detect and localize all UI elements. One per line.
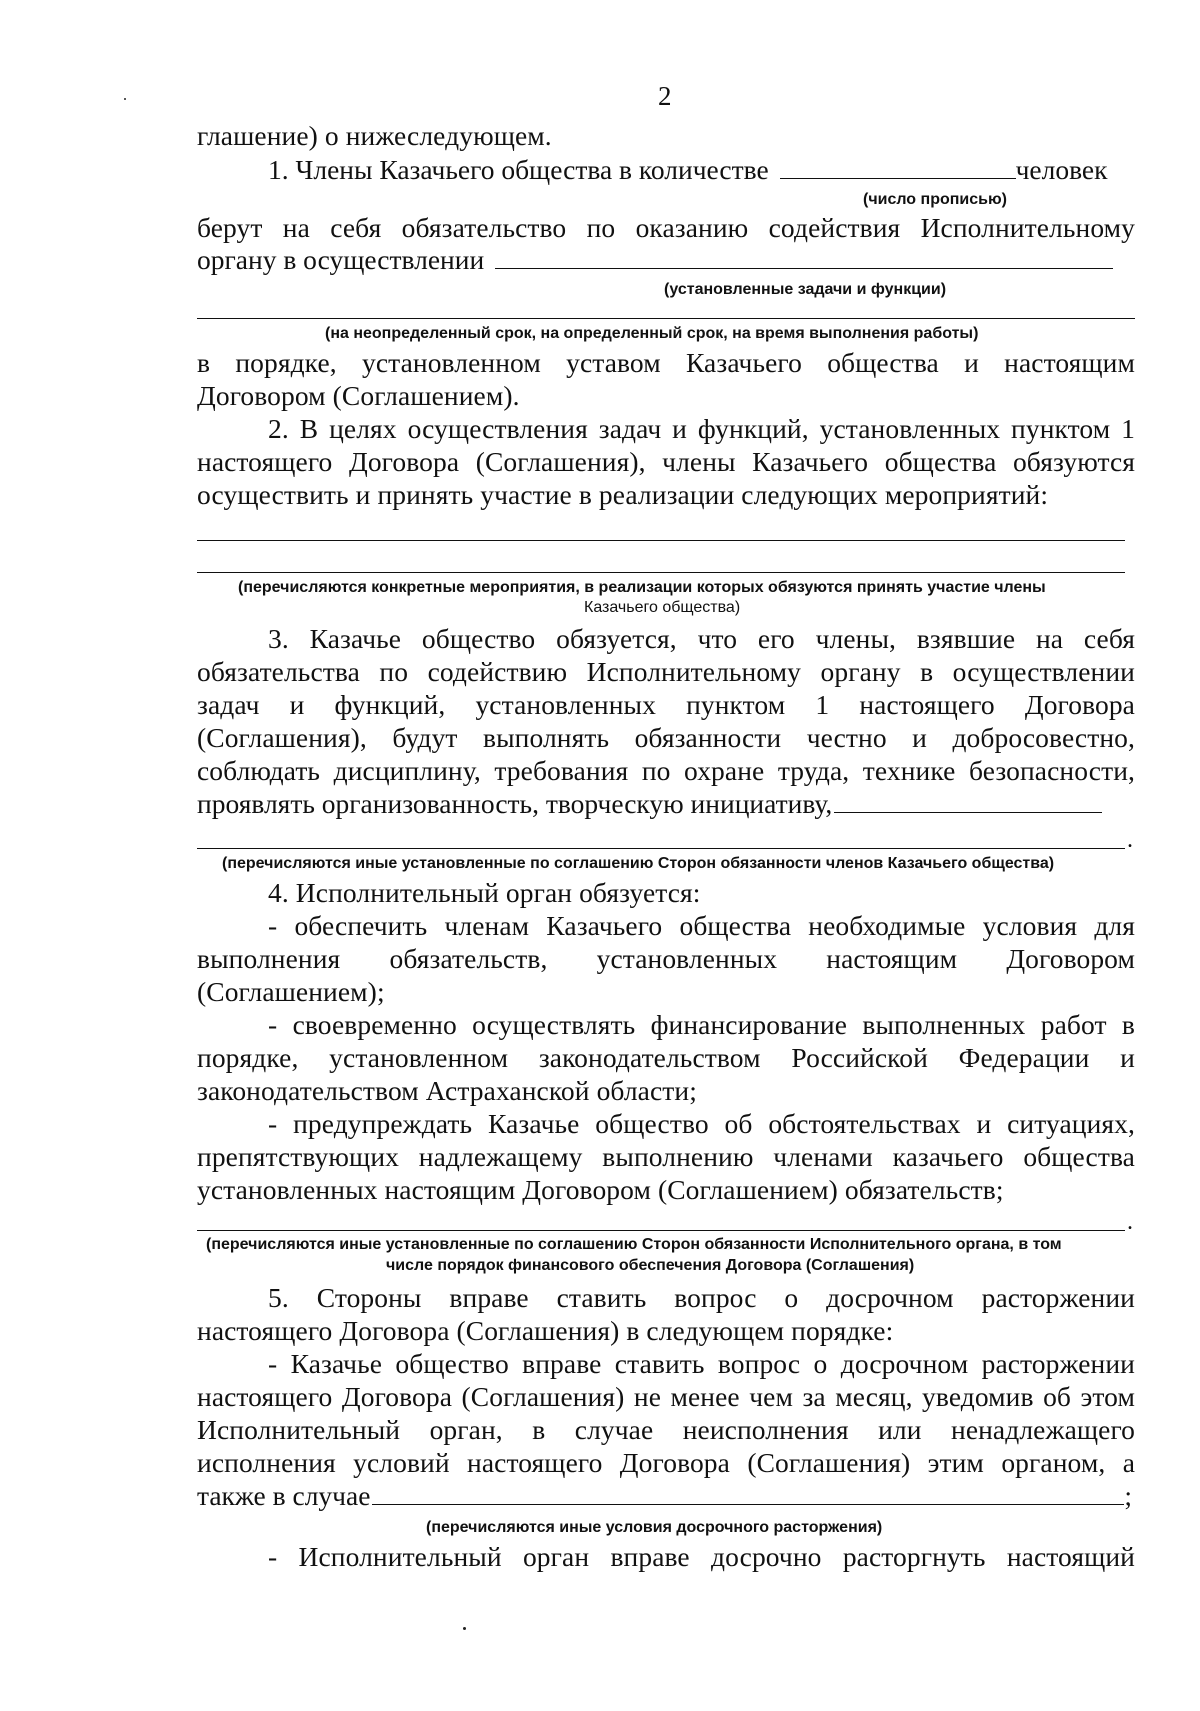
caption-organ-duties: (перечисляются иные установленные по соглашению Сторон обязанности Исполнительного органа, в том (206, 1236, 1062, 1253)
text-line: установленных настоящим Договором (Соглашением) обязательств; (197, 1174, 1004, 1205)
duties-blank-line (197, 848, 1125, 849)
text-line: Договором (Соглашением). (197, 380, 520, 411)
text-line: препятствующих надлежащему выполнению членами казачьего общества (197, 1141, 1135, 1172)
scan-speck (463, 1627, 466, 1630)
organ-duties-blank-line (197, 1230, 1125, 1231)
caption-count-in-words: (число прописью) (863, 191, 1007, 208)
text-line: исполнения условий настоящего Договора (Соглашения) этим органом, а (197, 1447, 1135, 1478)
unit-text: человек (1015, 154, 1108, 185)
clause-3-text: проявлять организованность, творческую инициативу, (197, 788, 833, 819)
text-line: (Соглашением); (197, 976, 385, 1007)
text-line: 3. Казачье общество обязуется, что его члены, взявшие на себя (268, 623, 1135, 654)
text-line: соблюдать дисциплину, требования по охране труда, технике безопасности, (197, 755, 1135, 786)
caption-activities: Казачьего общества) (584, 599, 741, 616)
text-line: 2. В целях осуществления задач и функций, установленных пунктом 1 (268, 413, 1135, 444)
text-line: - Исполнительный орган вправе досрочно расторгнуть настоящий (268, 1541, 1135, 1572)
semicolon-mark: ; (1124, 1480, 1133, 1511)
clause-1-text: органу в осуществлении (197, 244, 485, 275)
text-line: 5. Стороны вправе ставить вопрос о досрочном расторжении (268, 1282, 1135, 1313)
activities-blank-line (197, 540, 1125, 541)
caption-termination: (перечисляются иные условия досрочного расторжения) (426, 1519, 883, 1536)
text-line: настоящего Договора (Соглашения) не менее чем за месяц, уведомив об этом (197, 1381, 1135, 1412)
caption-organ-duties: числе порядок финансового обеспечения Договора (Соглашения) (386, 1257, 915, 1274)
caption-member-duties: (перечисляются иные установленные по соглашению Сторон обязанности членов Казачьего общества) (222, 855, 1055, 872)
text-line (197, 1480, 1132, 1512)
text-line: берут на себя обязательство по оказанию содействия Исполнительному (197, 212, 1135, 243)
scan-speck (124, 98, 126, 100)
caption-term: (на неопределенный срок, на определенный срок, на время выполнения работы) (325, 325, 979, 342)
text-line: - обеспечить членам Казачьего общества необходимые условия для (268, 910, 1135, 941)
tasks-blank (495, 244, 1113, 269)
text-line: выполнения обязательств, установленных настоящим Договором (197, 943, 1135, 974)
text-line (197, 788, 1102, 820)
text-line: (Соглашения), будут выполнять обязанности честно и добросовестно, (197, 722, 1135, 753)
text-line: законодательством Астраханской области; (197, 1075, 697, 1106)
term-blank-line (197, 318, 1135, 319)
text-line: порядке, установленном законодательством Российской Федерации и (197, 1042, 1135, 1073)
text-line (268, 154, 1107, 186)
text-line: Исполнительный орган, в случае неисполнения или ненадлежащего (197, 1414, 1135, 1445)
text-line: обязательства по содействию Исполнительному органу в осуществлении (197, 656, 1135, 687)
activities-blank-line (197, 572, 1125, 573)
text-line: - своевременно осуществлять финансирование выполненных работ в (268, 1009, 1135, 1040)
text-line: настоящего Договора (Соглашения) в следующем порядке: (197, 1315, 894, 1346)
initiative-blank (834, 788, 1102, 813)
text-line: настоящего Договора (Соглашения), члены Казачьего общества обязуются (197, 446, 1135, 477)
caption-activities: (перечисляются конкретные мероприятия, в реализации которых обязуются принять участие члены (238, 579, 1046, 596)
period-mark: . (1127, 1209, 1133, 1235)
text-line: глашение) о нижеследующем. (197, 120, 552, 151)
count-blank (780, 154, 1016, 179)
termination-blank (372, 1480, 1124, 1505)
text-line (197, 244, 1113, 276)
page-number: 2 (658, 81, 672, 111)
clause-5-text: также в случае (197, 1480, 371, 1511)
text-line: в порядке, установленном уставом Казачьего общества и настоящим (197, 347, 1135, 378)
text-line: - Казачье общество вправе ставить вопрос о досрочном расторжении (268, 1348, 1135, 1379)
text-line: 4. Исполнительный орган обязуется: (268, 877, 701, 908)
text-line: осуществить и принять участие в реализации следующих мероприятий: (197, 479, 1049, 510)
period-mark: . (1127, 827, 1133, 853)
clause-1-text: 1. Члены Казачьего общества в количестве (268, 154, 769, 185)
text-line: - предупреждать Казачье общество об обстоятельствах и ситуациях, (268, 1108, 1135, 1139)
caption-tasks-functions: (установленные задачи и функции) (664, 281, 947, 298)
text-line: задач и функций, установленных пунктом 1 настоящего Договора (197, 689, 1135, 720)
